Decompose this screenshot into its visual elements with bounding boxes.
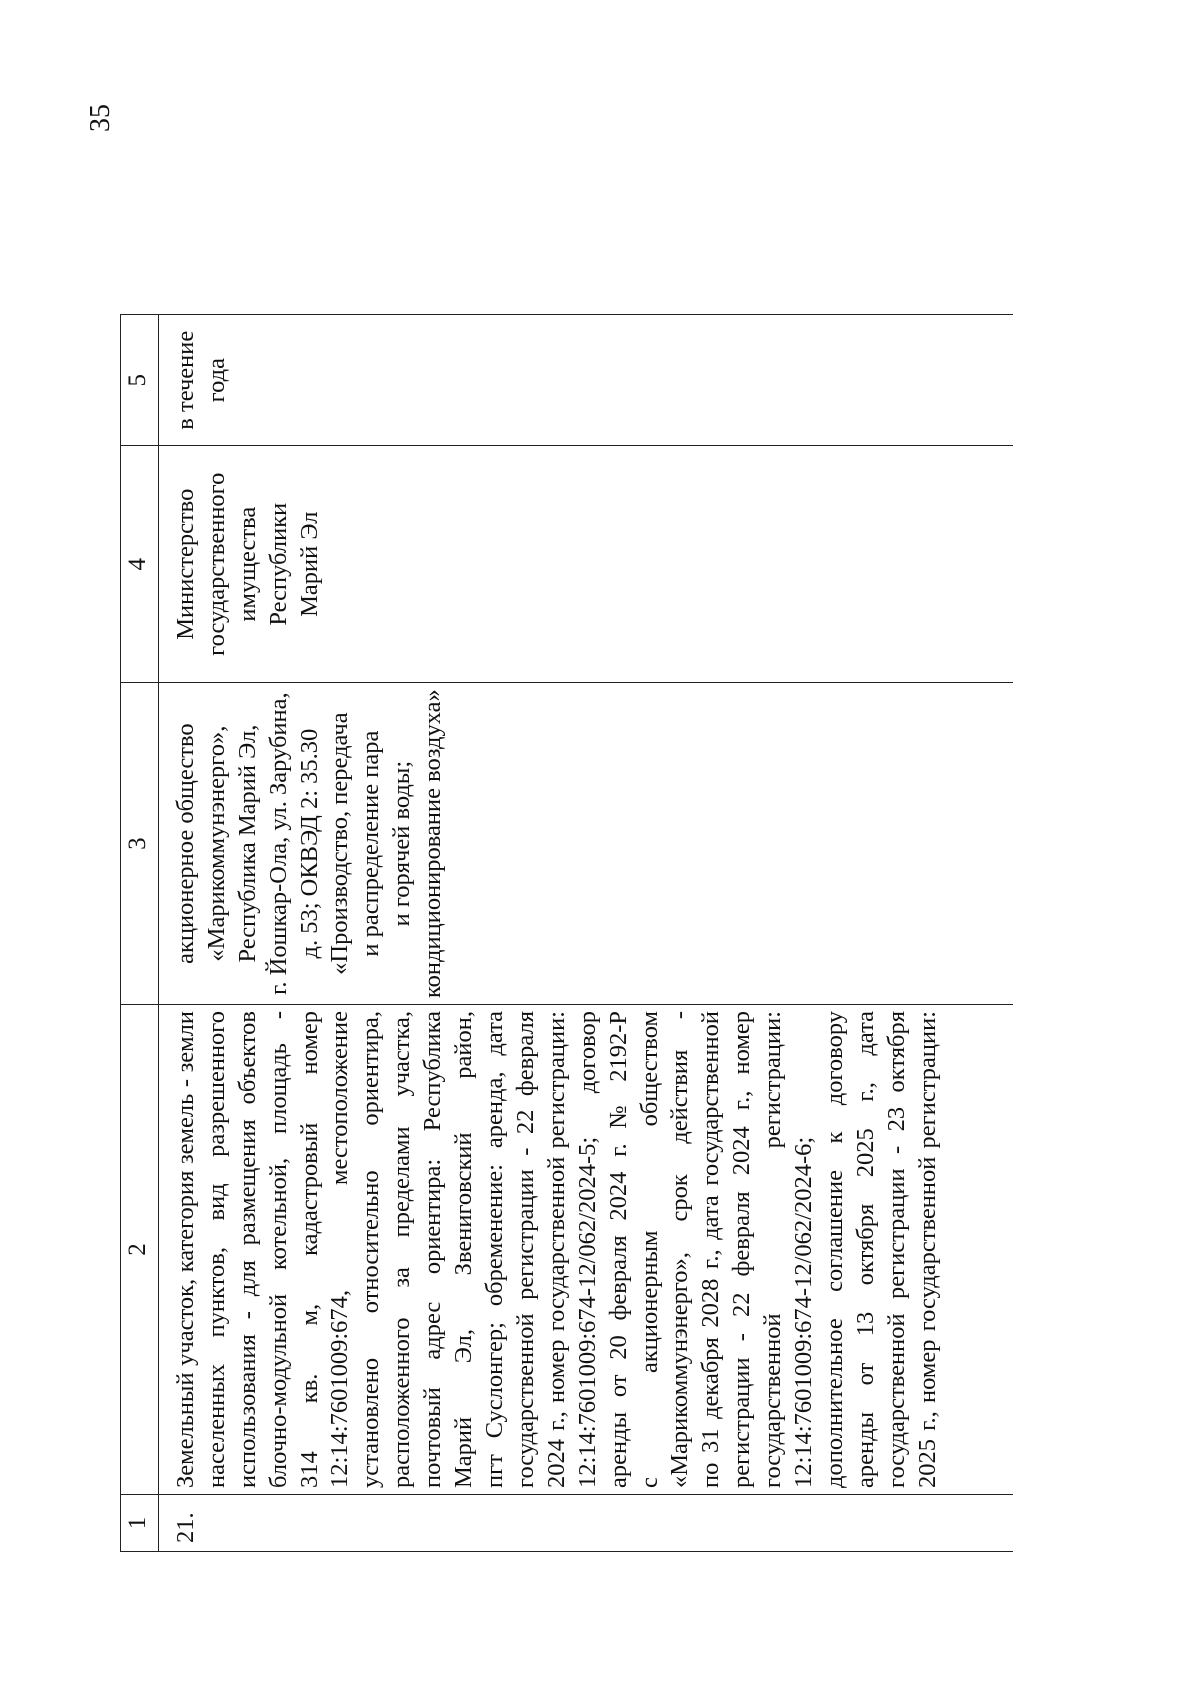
responsible-line: государственного <box>202 472 230 656</box>
responsible-body <box>158 446 1013 683</box>
holder-line: Республика Марий Эл, <box>233 724 261 963</box>
holder-info <box>158 683 1013 1005</box>
column-header-1: 1 <box>121 1495 159 1552</box>
description-line: регистрации - 22 февраля 2024 г., номер <box>728 1011 756 1488</box>
term-line: года <box>202 358 230 403</box>
description-line: использования - для размещения объектов <box>233 1011 261 1488</box>
description-line: по 31 декабря 2028 г., дата государственной <box>697 1011 725 1488</box>
description-line: расположенного за пределами участка, <box>388 1011 416 1488</box>
description-line: почтовый адрес ориентира: Республика <box>419 1011 447 1488</box>
row-number: 21. <box>158 1495 1013 1552</box>
page-number: 35 <box>85 104 116 132</box>
holder-line: кондиционирование воздуха» <box>419 689 447 998</box>
description-line: населенных пунктов, вид разрешенного <box>202 1011 230 1488</box>
description-line: 12:14:7601009:674, местоположение <box>326 1011 354 1488</box>
description-line: дополнительное соглашение к договору <box>820 1011 848 1488</box>
column-header-5: 5 <box>121 315 159 446</box>
holder-line: акционерное общество <box>171 723 199 964</box>
description-line: «Марикоммунэнерго», срок действия - <box>666 1011 694 1488</box>
property-table <box>120 314 1013 1552</box>
responsible-line: Министерство <box>171 488 199 640</box>
holder-line: и горячей воды; <box>388 760 416 927</box>
term-line: в течение <box>171 330 199 430</box>
description-line: 12:14:7601009:674-12/062/2024-5; договор <box>573 1011 601 1488</box>
responsible-line: Марий Эл <box>295 511 323 617</box>
table-header-row <box>121 315 159 1552</box>
column-header-4: 4 <box>121 446 159 683</box>
description-line: пгт Суслонгер; обременение: аренда, дата <box>480 1011 508 1488</box>
description-line: с акционерным обществом <box>635 1011 663 1488</box>
table-row <box>158 315 1013 1552</box>
description-line: государственной регистрации: <box>759 1011 787 1488</box>
description-line: Марий Эл, Звениговский район, <box>450 1011 478 1488</box>
description-line: аренды от 20 февраля 2024 г. № 2192-Р <box>604 1011 632 1488</box>
holder-line: «Марикоммунэнерго», <box>202 725 230 962</box>
description-line: установлено относительно ориентира, <box>357 1011 385 1488</box>
holder-line: «Производство, передача <box>326 712 354 975</box>
holder-line: д. 53; ОКВЭД 2: 35.30 <box>295 728 323 959</box>
column-header-2: 2 <box>121 1005 159 1495</box>
description-line: аренды от 13 октября 2025 г., дата <box>851 1011 879 1488</box>
description-line: государственной регистрации - 23 октября <box>882 1011 910 1488</box>
description-line: 12:14:7601009:674-12/062/2024-6; <box>790 1136 818 1488</box>
holder-line: и распределение пара <box>357 730 385 957</box>
description-line: 2025 г., номер государственной регистрации: <box>913 1011 941 1488</box>
responsible-line: имущества <box>233 506 261 622</box>
column-header-3: 3 <box>121 683 159 1005</box>
description-line: Земельный участок, категория земель - земли <box>171 1011 199 1488</box>
description-line: блочно-модульной котельной, площадь - <box>264 1011 292 1488</box>
description-line: 314 кв. м, кадастровый номер <box>295 1011 323 1488</box>
term <box>158 315 1013 446</box>
property-description <box>158 1005 1013 1495</box>
description-line: государственной регистрации - 22 февраля <box>511 1011 539 1488</box>
responsible-line: Республики <box>264 502 292 626</box>
description-line: 2024 г., номер государственной регистрации: <box>542 1011 570 1488</box>
holder-line: г. Йошкар-Ола, ул. Зарубина, <box>264 692 292 995</box>
